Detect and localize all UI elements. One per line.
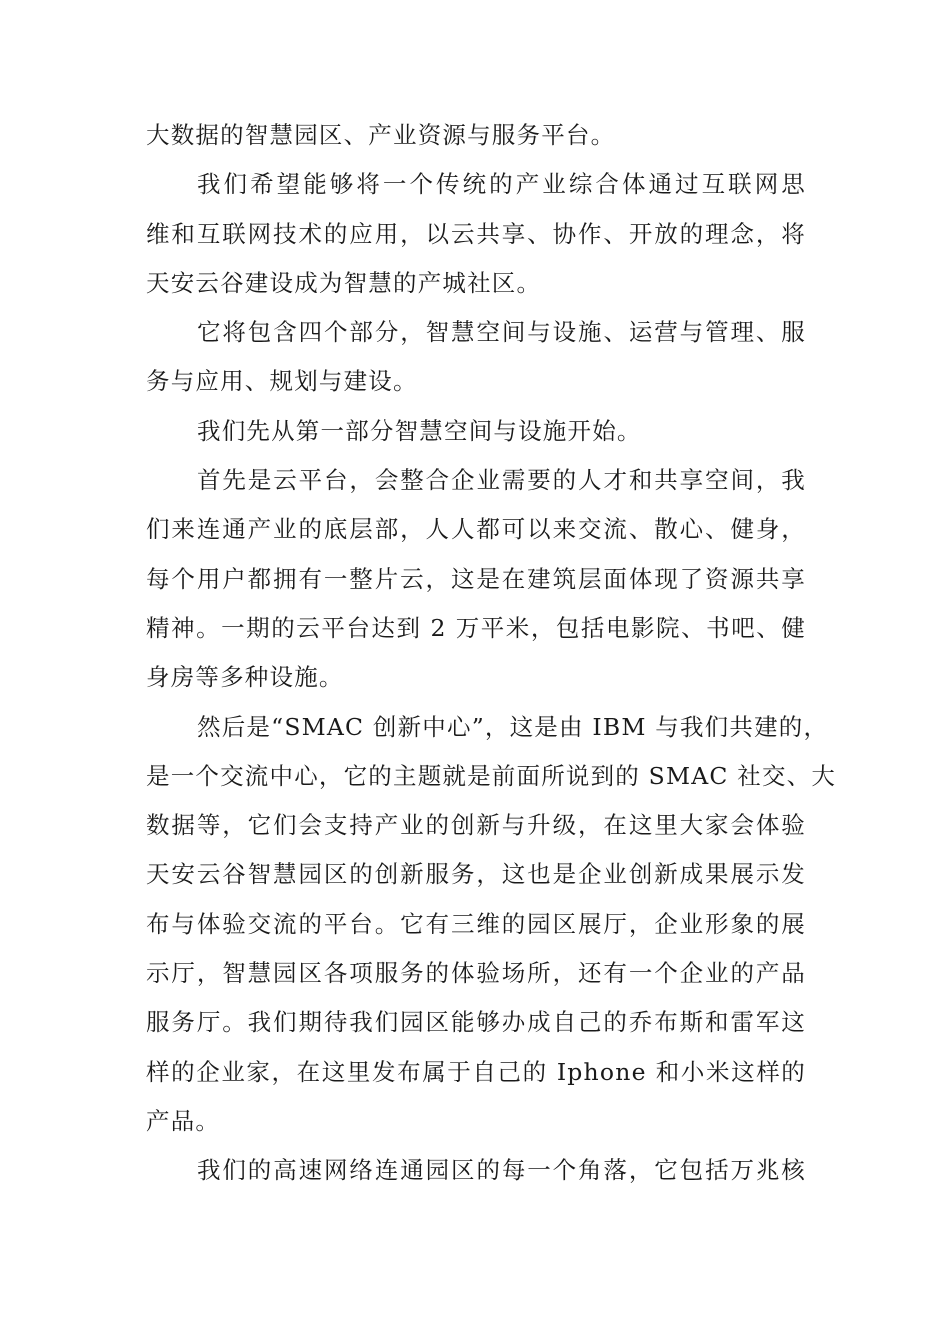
text-line: 维和互联网技术的应用，以云共享、协作、开放的理念，将 [146, 219, 806, 248]
document-body [146, 111, 837, 1196]
text-line: 布与体验交流的平台。它有三维的园区展厅，企业形象的展 [146, 909, 806, 938]
text-line: 是一个交流中心，它的主题就是前面所说到的 SMAC 社交、大 [146, 761, 837, 790]
text-line: 首先是云平台，会整合企业需要的人才和共享空间，我 [197, 466, 806, 495]
text-line: 天安云谷智慧园区的创新服务，这也是企业创新成果展示发 [146, 860, 806, 889]
text-line: 我们的高速网络连通园区的每一个角落，它包括万兆核 [197, 1156, 806, 1185]
text-line: 们来连通产业的底层部，人人都可以来交流、散心、健身， [146, 515, 806, 544]
text-line: 每个用户都拥有一整片云，这是在建筑层面体现了资源共享 [146, 564, 806, 593]
text-line: 然后是“SMAC 创新中心”，这是由 IBM 与我们共建的， [197, 712, 829, 741]
text-line: 精神。一期的云平台达到 2 万平米，包括电影院、书吧、健 [146, 613, 806, 642]
text-line: 天安云谷建设成为智慧的产城社区。 [146, 268, 542, 297]
text-line: 务与应用、规划与建设。 [146, 367, 418, 396]
text-line: 服务厅。我们期待我们园区能够办成自己的乔布斯和雷军这 [146, 1008, 806, 1037]
text-line: 数据等，它们会支持产业的创新与升级，在这里大家会体验 [146, 811, 806, 840]
text-line: 我们希望能够将一个传统的产业综合体通过互联网思 [197, 170, 806, 199]
text-line: 它将包含四个部分，智慧空间与设施、运营与管理、服 [197, 318, 806, 347]
text-line: 产品。 [146, 1106, 221, 1135]
text-line: 样的企业家，在这里发布属于自己的 Iphone 和小米这样的 [146, 1057, 806, 1086]
text-line: 我们先从第一部分智慧空间与设施开始。 [197, 416, 642, 445]
text-line: 身房等多种设施。 [146, 663, 344, 692]
text-line: 示厅，智慧园区各项服务的体验场所，还有一个企业的产品 [146, 959, 806, 988]
text-line: 大数据的智慧园区、产业资源与服务平台。 [146, 121, 616, 149]
